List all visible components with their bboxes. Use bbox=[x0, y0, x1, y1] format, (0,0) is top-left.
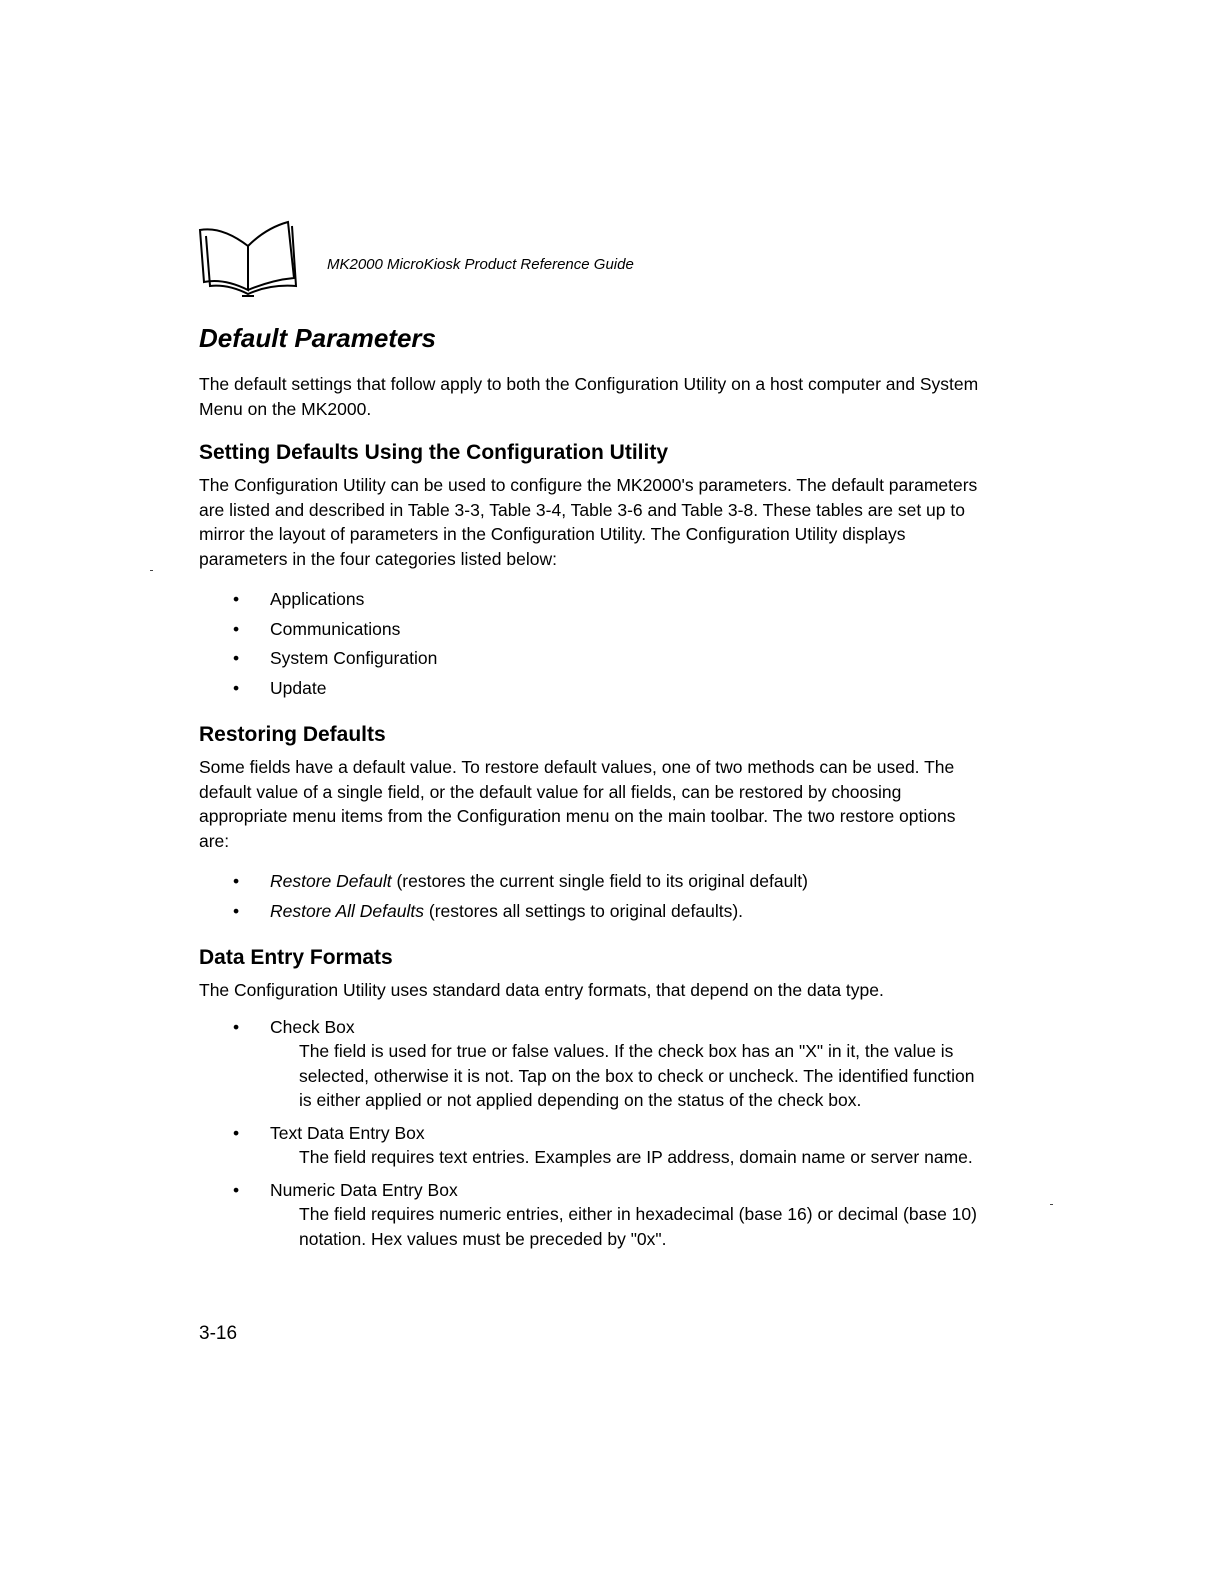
setting-defaults-heading: Setting Defaults Using the Configuration Utility bbox=[199, 441, 668, 464]
bullet-icon: • bbox=[233, 648, 240, 668]
list-item bbox=[199, 1178, 989, 1252]
bullet-icon: • bbox=[233, 589, 240, 609]
bullet-icon: • bbox=[233, 1016, 240, 1037]
format-description: The field requires numeric entries, either in hexadecimal (base 16) or decimal (base 10) notation. Hex values must be preceded by "0x". bbox=[299, 1204, 977, 1249]
open-book-icon bbox=[192, 216, 304, 300]
bullet-icon: • bbox=[233, 677, 240, 698]
bullet-icon: • bbox=[233, 1122, 240, 1143]
list-item bbox=[199, 644, 989, 674]
format-name: Text Data Entry Box bbox=[270, 1122, 425, 1143]
format-name: Check Box bbox=[270, 1016, 355, 1037]
bullet-icon: • bbox=[233, 618, 240, 639]
restoring-defaults-body: Some fields have a default value. To restore default values, one of two methods can be used. The default value of a single field, or the default value for all fields, can be restored by choosing appropriate menu items from the Configuration menu on the main toolbar. The two restore options are: bbox=[199, 757, 956, 851]
list-item bbox=[199, 867, 989, 897]
list-item bbox=[199, 897, 989, 927]
format-name: Numeric Data Entry Box bbox=[270, 1179, 458, 1200]
option-name: Restore All Defaults bbox=[270, 900, 424, 921]
restoring-defaults-heading: Restoring Defaults bbox=[199, 723, 386, 746]
page-header bbox=[192, 216, 892, 306]
category-label: Communications bbox=[270, 618, 401, 639]
category-list bbox=[199, 585, 989, 703]
list-item bbox=[199, 674, 989, 704]
data-entry-formats-body: The Configuration Utility uses standard data entry formats, that depend on the data type. bbox=[199, 980, 884, 1000]
format-description: The field requires text entries. Examples are IP address, domain name or server name. bbox=[299, 1147, 973, 1167]
page-number: 3-16 bbox=[199, 1323, 238, 1344]
list-item bbox=[199, 615, 989, 645]
bullet-icon: • bbox=[233, 871, 240, 891]
scan-mark bbox=[1050, 1204, 1053, 1205]
page-content bbox=[199, 320, 989, 1259]
restore-options-list bbox=[199, 867, 989, 926]
bullet-icon: • bbox=[233, 900, 240, 921]
list-item bbox=[199, 1121, 989, 1170]
bullet-icon: • bbox=[233, 1179, 240, 1200]
format-list bbox=[199, 1015, 989, 1252]
format-description: The field is used for true or false values. If the check box has an "X" in it, the value is selected, otherwise it is not. Tap on the box to check or uncheck. The identified function is either applied or not applied depending on the status of the check box. bbox=[299, 1041, 975, 1110]
setting-defaults-body: The Configuration Utility can be used to configure the MK2000's parameters. The default parameters are listed and described in Table 3-3, Table 3-4, Table 3-6 and Table 3-8. These tables are set up to mirror the layout of parameters in the Configuration Utility. The Configuration Utility displays parameters in the four categories listed below: bbox=[199, 475, 978, 569]
scan-mark bbox=[150, 570, 153, 571]
section-title: Default Parameters bbox=[199, 323, 436, 353]
list-item bbox=[199, 1015, 989, 1113]
category-label: Update bbox=[270, 677, 327, 698]
running-header: MK2000 MicroKiosk Product Reference Guide bbox=[327, 256, 634, 273]
data-entry-formats-heading: Data Entry Formats bbox=[199, 946, 393, 969]
list-item bbox=[199, 585, 989, 615]
category-label: Applications bbox=[270, 589, 365, 609]
section-intro: The default settings that follow apply to both the Configuration Utility on a host computer and System Menu on the MK2000. bbox=[199, 374, 979, 419]
option-description: (restores all settings to original defaults). bbox=[424, 900, 744, 921]
option-description: (restores the current single field to its original default) bbox=[391, 871, 808, 891]
option-name: Restore Default bbox=[270, 871, 392, 891]
category-label: System Configuration bbox=[270, 648, 438, 668]
